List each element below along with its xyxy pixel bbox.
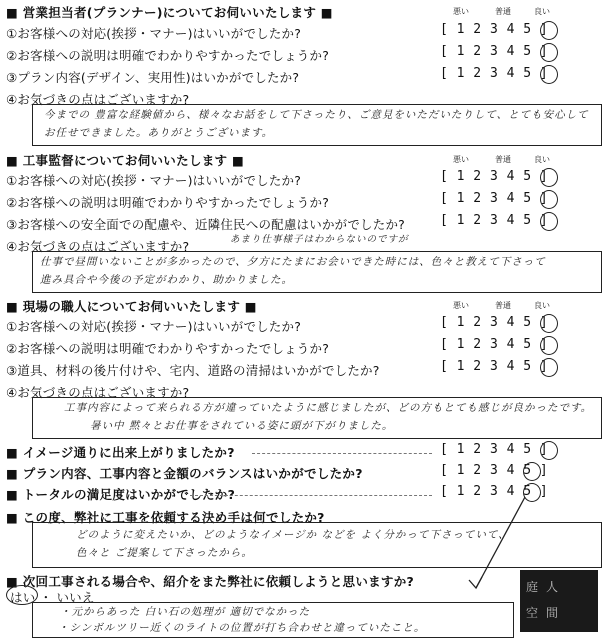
question-supervisor-manner: ①お客様への対応(挨拶・マナー)はいいがでしたか? xyxy=(6,173,302,188)
rating-scale: [ 1 2 3 4 5 ] xyxy=(440,359,549,374)
question-referral: ■ 次回工事される場合や、紹介をまた弊社に依頼しようと思いますか? xyxy=(6,574,415,589)
arrow-head xyxy=(469,577,482,588)
rating-scale: [ 1 2 3 4 5 ] xyxy=(440,213,549,228)
question-planner-comments: ④お気づきの点はございますか? xyxy=(6,92,190,107)
question-deciding-factor: ■ この度、弊社に工事を依頼する決め手は何でしたか? xyxy=(6,510,325,525)
company-stamp xyxy=(520,570,598,632)
scale-header-bad: 悪い xyxy=(453,7,469,16)
stamp-line2: 空間 xyxy=(526,606,567,620)
rating-scale: [ 1 2 3 4 5 ] xyxy=(440,191,549,206)
rating-scale: [ 1 2 3 4 5 ] xyxy=(440,22,549,37)
comment-deciding-line1: どのように変えたいか、どのようなイメージか などを よく分かって下さっていて、 xyxy=(76,529,510,541)
comment-supervisor-note: あまり仕事様子はわからないのですが xyxy=(230,234,409,245)
rating-scale: [ 1 2 3 4 5 ] xyxy=(440,484,549,499)
comment-deciding-line2: 色々と ご提案して下さったから。 xyxy=(76,547,253,559)
rating-scale: [ 1 2 3 4 5 ] xyxy=(440,44,549,59)
question-planner-explanation: ②お客様への説明は明確でわかりやすかったでしょうか? xyxy=(6,48,330,63)
comment-supervisor-line1: 仕事で昼間いないことが多かったので、夕方にたまにお会いできた時には、色々と教えて下さって xyxy=(40,256,546,268)
scale-header-bad: 悪い xyxy=(453,301,469,310)
scale-header-normal: 普通 xyxy=(495,301,511,310)
scale-header-bad: 悪い xyxy=(453,155,469,164)
question-planner-plan: ③プラン内容(デザイン、実用性)はいかがでしたか? xyxy=(6,70,300,85)
question-image-match: ■ イメージ通りに出来上がりましたか? xyxy=(6,445,235,460)
rating-scale: [ 1 2 3 4 5 ] xyxy=(440,66,549,81)
question-craftsmen-cleanup: ③道具、材料の後片付けや、宅内、道路の清掃はいかがでしたか? xyxy=(6,363,380,378)
question-supervisor-comments: ④お気づきの点はございますか? xyxy=(6,239,190,254)
scale-header-good: 良い xyxy=(534,155,550,164)
rating-scale: [ 1 2 3 4 5 ] xyxy=(440,337,549,352)
answer-yes-no: はい ・ いいえ xyxy=(10,590,95,605)
arrow-line xyxy=(476,497,525,588)
comment-craftsmen-line2: 暑い中 黙々とお仕事をされている姿に頭が下がりました。 xyxy=(90,420,394,432)
comment-referral-line2: ・シンボルツリー近くのライトの位置が打ち合わせと違っていたこと。 xyxy=(58,622,426,634)
scale-header-normal: 普通 xyxy=(495,7,511,16)
question-planner-manner: ①お客様への対応(挨拶・マナー)はいいがでしたか? xyxy=(6,26,302,41)
question-craftsmen-comments: ④お気づきの点はございますか? xyxy=(6,385,190,400)
comment-planner-line2: お任せできました。ありがとうございます。 xyxy=(44,127,274,139)
comment-supervisor-line2: 進み具合や今後の予定がわかり、助かりました。 xyxy=(40,274,293,286)
section-title-supervisor: ■ 工事監督についてお伺いいたします ■ xyxy=(6,153,245,168)
rating-scale: [ 1 2 3 4 5 ] xyxy=(440,169,549,184)
scale-header-good: 良い xyxy=(534,7,550,16)
rating-scale: [ 1 2 3 4 5 ] xyxy=(440,442,549,457)
question-overall-satisfaction: ■ トータルの満足度はいかがでしたか? xyxy=(6,487,236,502)
comment-planner-line1: 今までの 豊富な経験値から、様々なお話をして下さったり、ご意見をいただいたりして、とても安心して xyxy=(44,109,589,121)
question-price-balance: ■ プラン内容、工事内容と金額のバランスはいかがでしたか? xyxy=(6,466,363,481)
comment-referral-line1: ・元からあった 白い石の処理が 適切でなかった xyxy=(60,606,311,618)
stamp-line1: 庭人 xyxy=(526,580,567,594)
scale-header-normal: 普通 xyxy=(495,155,511,164)
rating-scale: [ 1 2 3 4 5 ] xyxy=(440,315,549,330)
question-craftsmen-manner: ①お客様への対応(挨拶・マナー)はいいがでしたか? xyxy=(6,319,302,334)
question-craftsmen-explanation: ②お客様への説明は明確でわかりやすかったでしょうか? xyxy=(6,341,330,356)
question-supervisor-explanation: ②お客様への説明は明確でわかりやすかったでしょうか? xyxy=(6,195,330,210)
comment-craftsmen-line1: 工事内容によって来られる方が違っていたように感じましたが、どの方もとても感じが良かったです。 xyxy=(64,402,593,414)
rating-scale: [ 1 2 3 4 5 ] xyxy=(440,463,549,478)
section-title-craftsmen: ■ 現場の職人についてお伺いいたします ■ xyxy=(6,299,257,314)
question-supervisor-safety: ③お客様への安全面での配慮や、近隣住民への配慮はいかがでしたか? xyxy=(6,217,405,232)
scale-header-good: 良い xyxy=(534,301,550,310)
section-title-planner: ■ 営業担当者(プランナー)についてお伺いいたします ■ xyxy=(6,5,333,20)
